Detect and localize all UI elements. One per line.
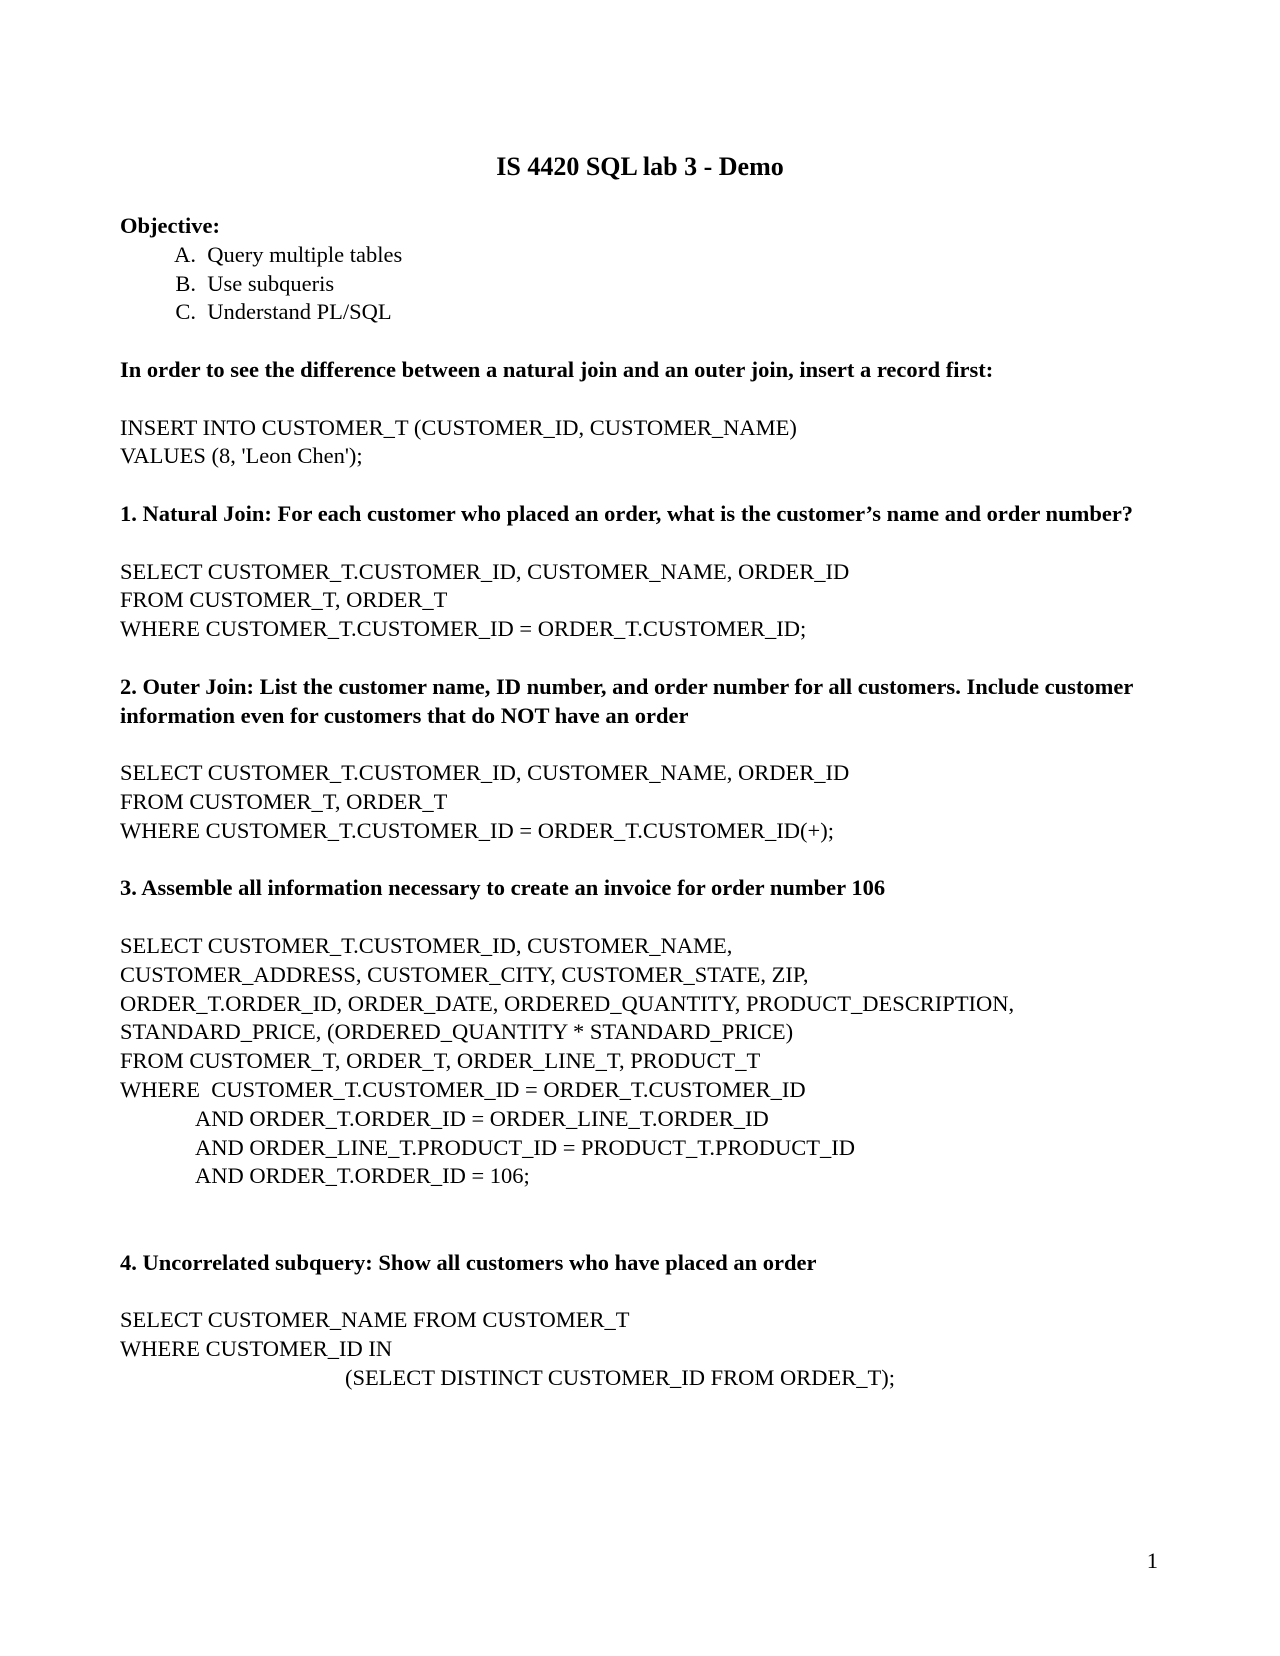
intro-heading: In order to see the difference between a natural join and an outer join, insert a record first:: [120, 356, 994, 382]
q2-code: [120, 759, 1170, 845]
q4-code: [120, 1306, 1170, 1392]
code-line: WHERE CUSTOMER_T.CUSTOMER_ID = ORDER_T.CUSTOMER_ID(+);: [120, 817, 834, 843]
code-line: WHERE CUSTOMER_ID IN: [120, 1336, 393, 1362]
intro-code: [120, 414, 1170, 472]
objective-text: Understand PL/SQL: [207, 299, 392, 325]
objective-text: Query multiple tables: [207, 241, 403, 267]
code-line: SELECT CUSTOMER_NAME FROM CUSTOMER_T: [120, 1307, 630, 1333]
code-line: AND ORDER_T.ORDER_ID = 106;: [195, 1163, 530, 1189]
q1-heading: 1. Natural Join: For each customer who placed an order, what is the customer’s name and order number?: [120, 500, 1134, 526]
code-line: SELECT CUSTOMER_T.CUSTOMER_ID, CUSTOMER_NAME,: [120, 932, 733, 958]
code-line: WHERE CUSTOMER_T.CUSTOMER_ID = ORDER_T.CUSTOMER_ID: [120, 1076, 806, 1102]
objective-marker: A.: [174, 241, 196, 267]
page-number: 1: [1146, 1548, 1158, 1573]
objective-text: Use subqueris: [207, 270, 335, 296]
document-title: IS 4420 SQL lab 3 - Demo: [496, 152, 784, 181]
objective-list: [120, 241, 1170, 327]
q2-heading: 2. Outer Join: List the customer name, ID number, and order number for all customers. Include customer information even for customers that do NOT have an order: [120, 673, 1133, 728]
code-line: VALUES (8, 'Leon Chen');: [120, 443, 363, 469]
code-line: STANDARD_PRICE, (ORDERED_QUANTITY * STANDARD_PRICE): [120, 1019, 794, 1045]
code-line: WHERE CUSTOMER_T.CUSTOMER_ID = ORDER_T.CUSTOMER_ID;: [120, 616, 807, 642]
code-line: CUSTOMER_ADDRESS, CUSTOMER_CITY, CUSTOMER_STATE, ZIP,: [120, 961, 809, 987]
q3-code: [120, 932, 1170, 1191]
objective-item: [120, 241, 1170, 270]
q4-heading: 4. Uncorrelated subquery: Show all customers who have placed an order: [120, 1249, 817, 1275]
code-line: ORDER_T.ORDER_ID, ORDER_DATE, ORDERED_QUANTITY, PRODUCT_DESCRIPTION,: [120, 990, 1015, 1016]
code-line: AND ORDER_LINE_T.PRODUCT_ID = PRODUCT_T.PRODUCT_ID: [195, 1134, 855, 1160]
objective-item: [120, 270, 1170, 299]
document-body: [120, 212, 1170, 1393]
q3-heading: 3. Assemble all information necessary to create an invoice for order number 106: [120, 875, 886, 901]
objective-label: Objective:: [120, 213, 220, 238]
code-line: (SELECT DISTINCT CUSTOMER_ID FROM ORDER_T);: [345, 1364, 896, 1390]
code-line: AND ORDER_T.ORDER_ID = ORDER_LINE_T.ORDER_ID: [195, 1105, 769, 1131]
q1-code: [120, 558, 1170, 644]
objective-marker: C.: [175, 299, 196, 325]
objective-marker: B.: [175, 270, 196, 296]
code-line: FROM CUSTOMER_T, ORDER_T: [120, 788, 448, 814]
code-line: INSERT INTO CUSTOMER_T (CUSTOMER_ID, CUSTOMER_NAME): [120, 414, 797, 440]
code-line: SELECT CUSTOMER_T.CUSTOMER_ID, CUSTOMER_NAME, ORDER_ID: [120, 558, 850, 584]
code-line: FROM CUSTOMER_T, ORDER_T, ORDER_LINE_T, PRODUCT_T: [120, 1048, 761, 1074]
objective-item: [120, 298, 1170, 327]
code-line: FROM CUSTOMER_T, ORDER_T: [120, 587, 448, 613]
code-line: SELECT CUSTOMER_T.CUSTOMER_ID, CUSTOMER_NAME, ORDER_ID: [120, 760, 850, 786]
